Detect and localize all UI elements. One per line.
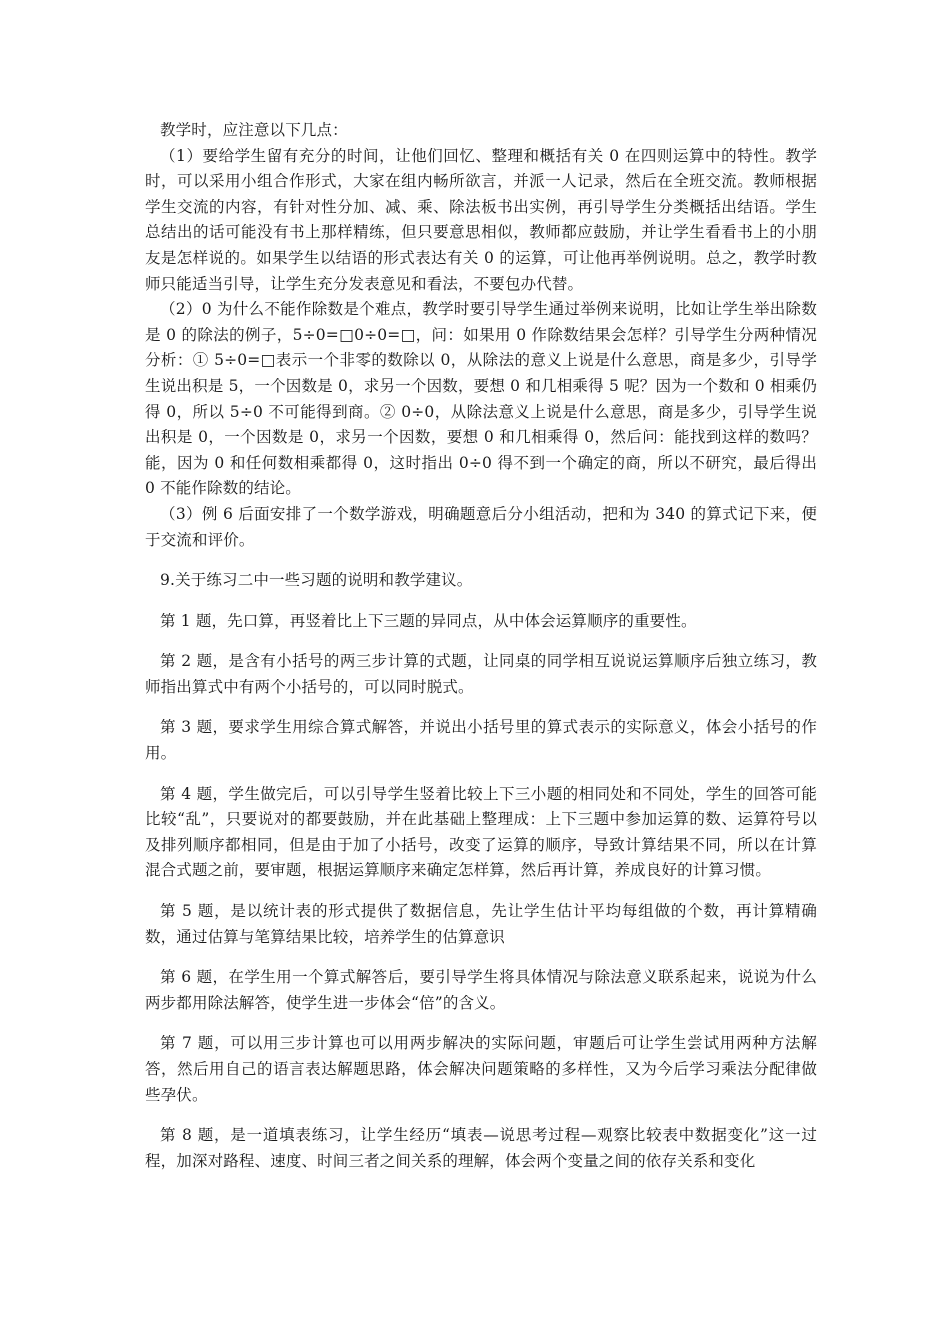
exercise-note-3: 第 3 题，要求学生用综合算式解答，并说出小括号里的算式表示的实际意义，体会小括号的作用。 [145,718,817,763]
teaching-notes-lead: 教学时，应注意以下几点： [160,121,348,139]
teaching-notes [145,118,817,553]
teaching-point-3: （3）例 6 后面安排了一个数学游戏，明确题意后分小组活动，把和为 340 的算式记下来，便于交流和评价。 [145,504,817,549]
teaching-point-2: （2）0 为什么不能作除数是个难点，教学时要引导学生通过举例来说明，比如让学生举出除数是 0 的除法的例子，5÷0=□0÷0=□，问：如果用 0 作除数结果会怎样？引导学生分两种情况分析：① 5÷0=□表示一个非零的数除以 0，从除法的意义上说是什么意思，商是多少，引导学生说出积是 5，一个因数是 0，求另一个因数，要想 0 和几相乘得 5 呢？因为一个数和 0 相乘仍得 0，所以 5÷0 不可能得到商。② 0÷0，从除法意义上说是什么意思，商是多少，引导学生说出积是 0，一个因数是 0，求另一个因数，要想 0 和几相乘得 0，然后问：能找到这样的数吗？能，因为 0 和任何数相乘都得 0，这时指出 0÷0 得不到一个确定的商，所以不研究，最后得出 0 不能作除数的结论。 [145,300,817,498]
section-heading: 9.关于练习二中一些习题的说明和教学建议。 [160,571,473,590]
teaching-point-1: （1）要给学生留有充分的时间，让他们回忆、整理和概括有关 0 在四则运算中的特性。教学时，可以采用小组合作形式，大家在组内畅所欲言，并派一人记录，然后在全班交流。教师根据学生交流的内容，有针对性分加、减、乘、除法板书出实例，再引导学生分类概括出结语。学生总结出的话可能没有书上那样精练，但只要意思相似，教师都应鼓励，并让学生看看书上的小朋友是怎样说的。如果学生以结语的形式表达有关 0 的运算，可让他再举例说明。总之，教学时教师只能适当引导，让学生充分发表意见和看法，不要包办代替。 [145,146,817,293]
exercise-note-8: 第 8 题，是一道填表练习，让学生经历“填表—说思考过程—观察比较表中数据变化”这一过程，加深对路程、速度、时间三者之间关系的理解，体会两个变量之间的依存关系和变化 [145,1126,817,1170]
exercise-note-5: 第 5 题，是以统计表的形式提供了数据信息，先让学生估计平均每组做的个数，再计算精确数，通过估算与笔算结果比较，培养学生的估算意识 [145,902,817,946]
exercise-note-7: 第 7 题，可以用三步计算也可以用两步解决的实际问题，审题后可让学生尝试用两种方法解答，然后用自己的语言表达解题思路，体会解决问题策略的多样性，又为今后学习乘法分配律做些孕伏。 [145,1034,817,1104]
exercise-note-6: 第 6 题，在学生用一个算式解答后，要引导学生将具体情况与除法意义联系起来，说说为什么两步都用除法解答，使学生进一步体会“倍”的含义。 [145,968,817,1012]
exercise-note-2: 第 2 题，是含有小括号的两三步计算的式题，让同桌的同学相互说说运算顺序后独立练习，教师指出算式中有两个小括号的，可以同时脱式。 [145,652,817,696]
exercise-note-1: 第 1 题，先口算，再竖着比上下三题的异同点，从中体会运算顺序的重要性。 [160,611,697,630]
exercise-note-4: 第 4 题，学生做完后，可以引导学生竖着比较上下三小题的相同处和不同处，学生的回答可能比较“乱”，只要说对的都要鼓励，并在此基础上整理成：上下三题中参加运算的数、运算符号以及排列顺序都相同，但是由于加了小括号，改变了运算的顺序，导致计算结果不同，所以在计算混合式题之前，要审题，根据运算顺序来确定怎样算，然后再计算，养成良好的计算习惯。 [145,784,817,880]
document-page [145,118,817,1174]
